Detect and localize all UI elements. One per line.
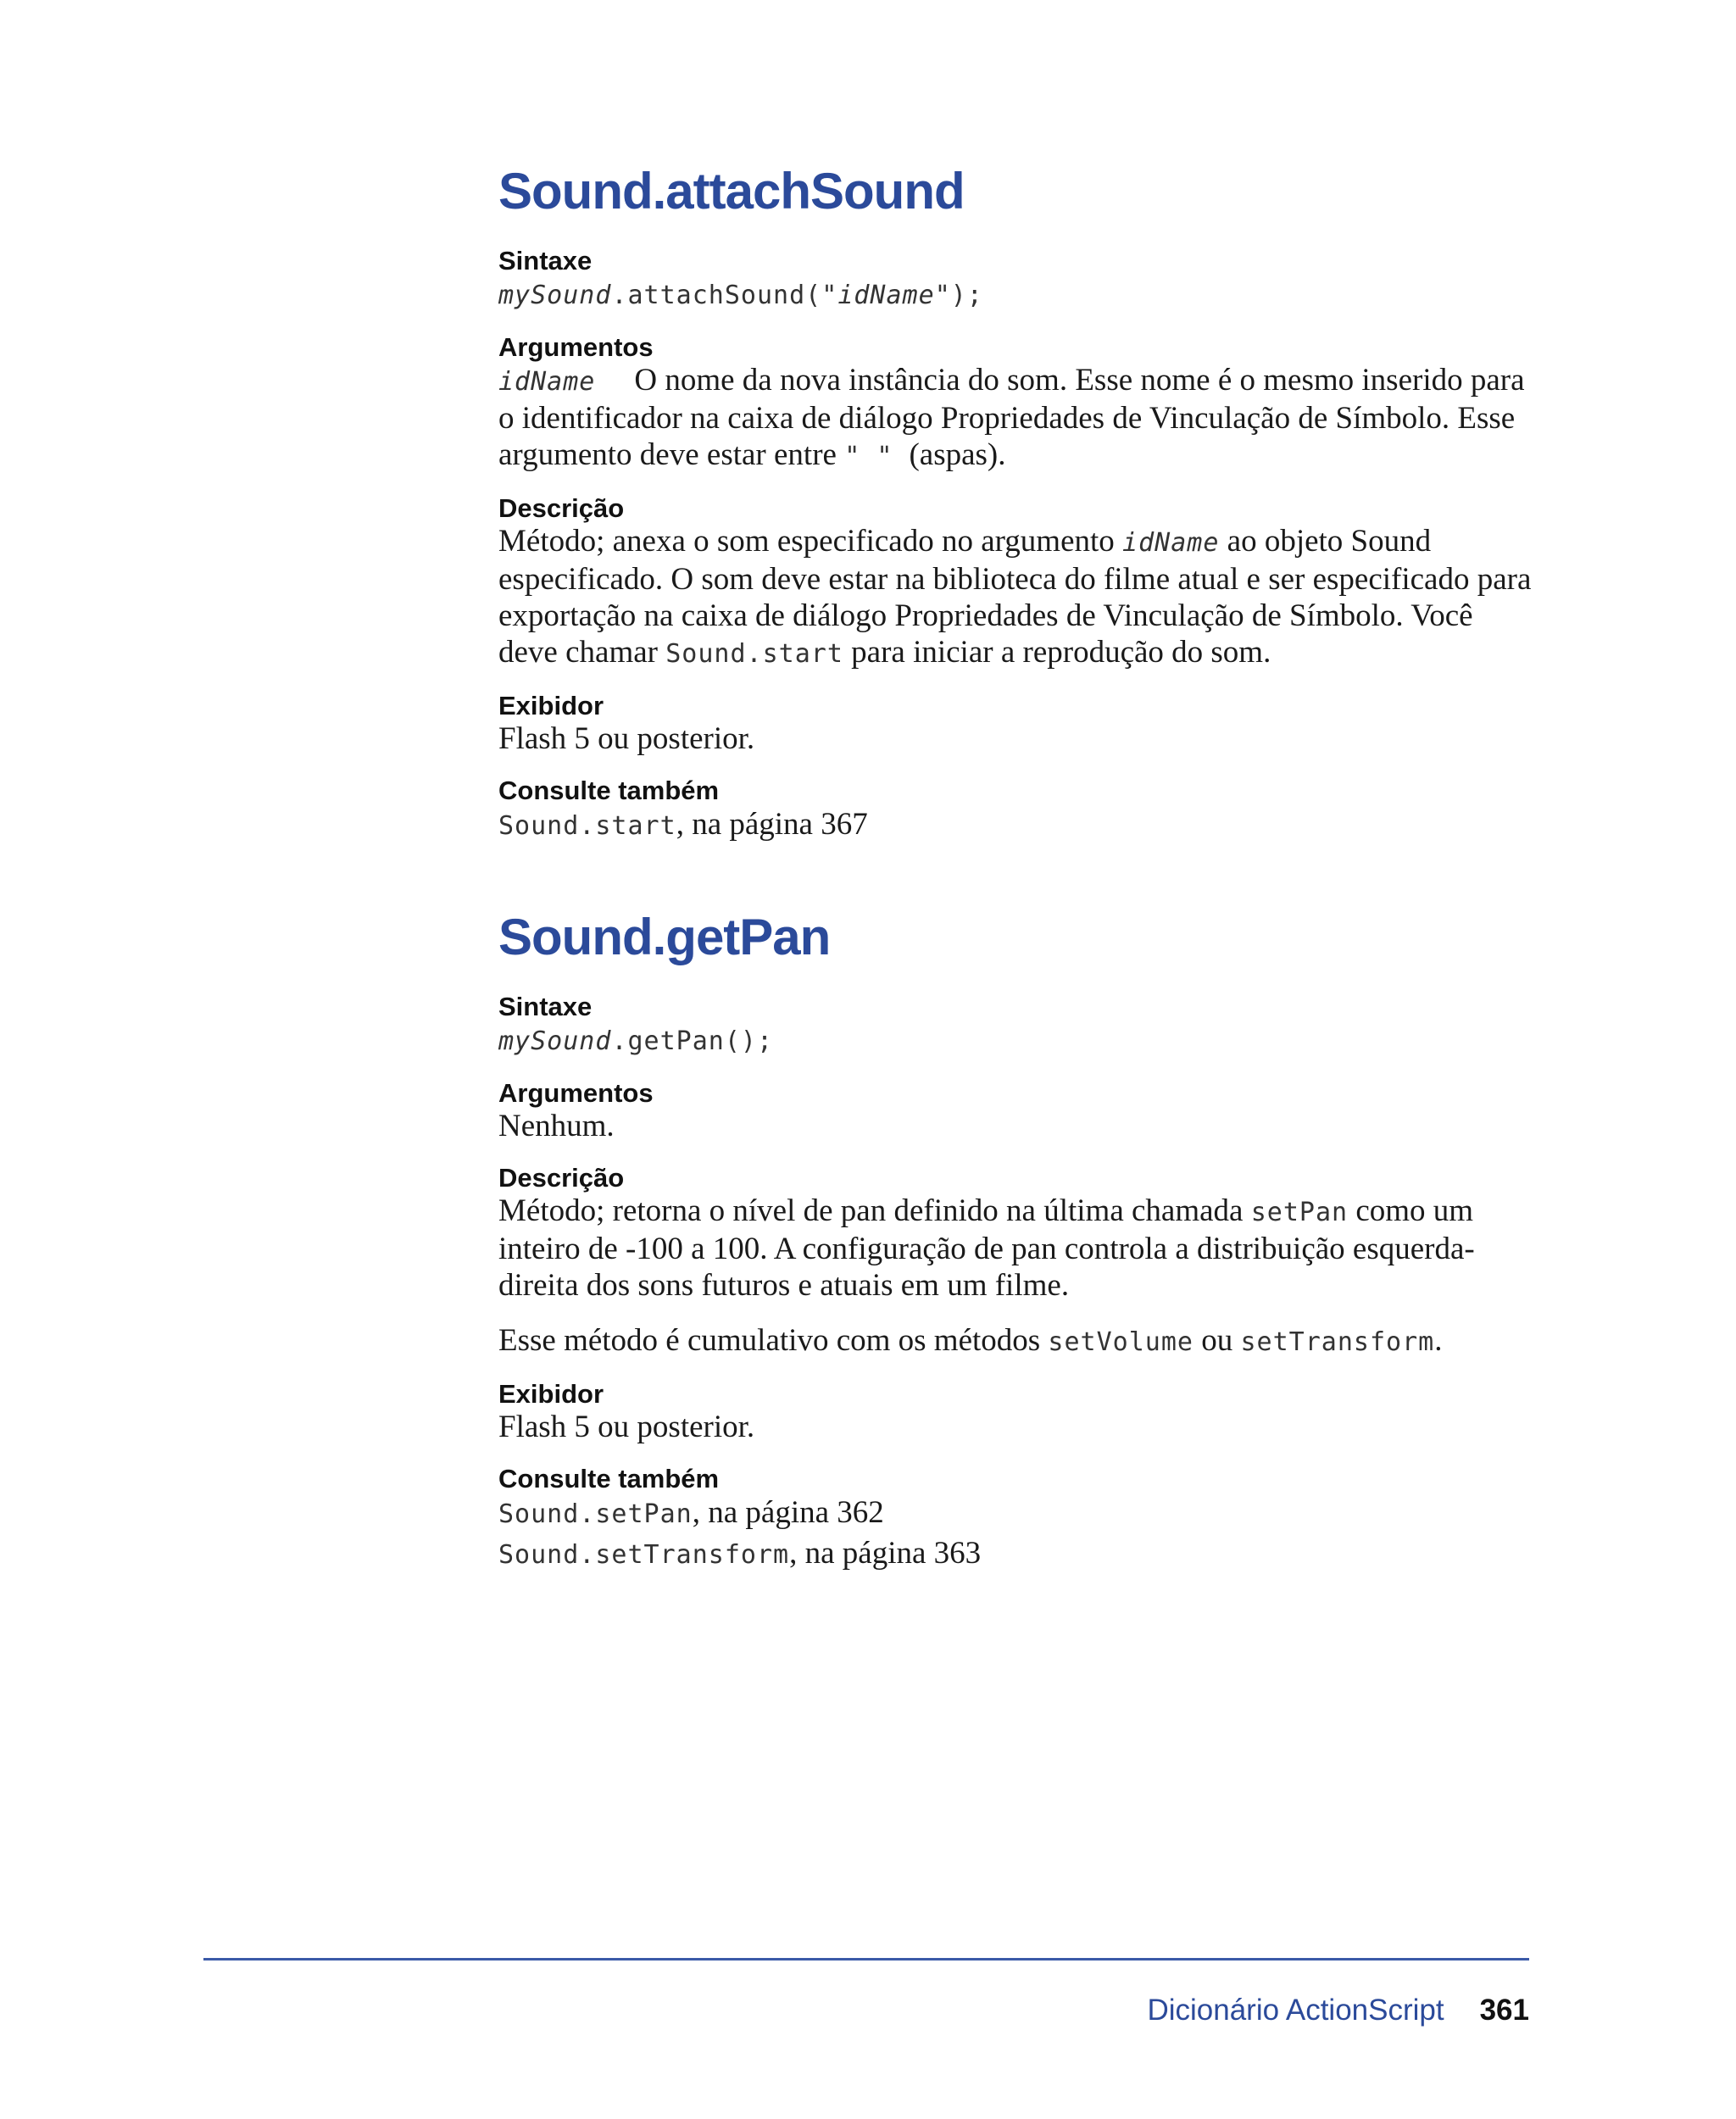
arguments-heading: Argumentos bbox=[498, 332, 654, 362]
argument-name: idName bbox=[498, 367, 596, 397]
syntax-line bbox=[498, 275, 1533, 314]
player-text: Flash 5 ou posterior. bbox=[498, 1410, 755, 1444]
player-heading: Exibidor bbox=[498, 691, 604, 720]
player-heading: Exibidor bbox=[498, 1379, 604, 1409]
footer-title: Dicionário ActionScript bbox=[1147, 1994, 1444, 2027]
description-text bbox=[498, 1193, 1533, 1304]
syntax-heading: Sintaxe bbox=[498, 246, 593, 275]
see-also-code: Sound.setPan bbox=[498, 1499, 693, 1529]
entry-get-pan bbox=[498, 909, 1533, 1575]
arguments-text bbox=[498, 362, 1533, 475]
description-text-2 bbox=[498, 1322, 1533, 1360]
description-text bbox=[498, 523, 1533, 672]
see-also-link[interactable] bbox=[498, 805, 1533, 846]
syntax-param: idName bbox=[837, 281, 935, 310]
description-heading: Descrição bbox=[498, 1163, 625, 1193]
footer bbox=[1147, 1994, 1529, 2027]
description-code: idName bbox=[1122, 528, 1220, 558]
syntax-line bbox=[498, 1021, 1533, 1060]
see-also-page: , na página 362 bbox=[692, 1495, 884, 1530]
see-also-heading: Consulte também bbox=[498, 1464, 720, 1493]
page-number: 361 bbox=[1479, 1994, 1529, 2027]
syntax-object: mySound bbox=[498, 1026, 612, 1056]
description-code: setTransform bbox=[1240, 1327, 1435, 1357]
description-part: ao objeto Sound especificado. O som deve estar na biblioteca do filme atual e ser especificado para exportação na caixa de diálogo Propriedades de Vinculação de Símbolo. Você deve chamar bbox=[498, 524, 1532, 670]
description-part: Esse método é cumulativo com os métodos bbox=[498, 1323, 1049, 1358]
see-also-link[interactable] bbox=[498, 1493, 1533, 1534]
syntax-heading: Sintaxe bbox=[498, 992, 593, 1021]
syntax-end: "); bbox=[934, 281, 983, 310]
entry-attach-sound bbox=[498, 163, 1533, 846]
description-part: ou bbox=[1193, 1323, 1241, 1358]
description-code: Sound.start bbox=[665, 639, 843, 669]
footer-rule bbox=[203, 1958, 1529, 1960]
description-code: setVolume bbox=[1048, 1327, 1194, 1357]
syntax-method: .getPan(); bbox=[611, 1026, 774, 1056]
description-code: setPan bbox=[1250, 1198, 1349, 1227]
syntax-method: .attachSound(" bbox=[611, 281, 838, 310]
description-heading: Descrição bbox=[498, 493, 625, 523]
description-part: Método; retorna o nível de pan definido na última chamada bbox=[498, 1193, 1251, 1228]
description-part: como um inteiro de -100 a 100. A configuração de pan controla a distribuição esquerda-direita dos sons futuros e atuais em um filme. bbox=[498, 1193, 1475, 1303]
description-part: Método; anexa o som especificado no argumento bbox=[498, 524, 1123, 559]
argument-quotes: " " bbox=[844, 442, 910, 471]
page-content bbox=[498, 153, 1533, 1575]
description-part: . bbox=[1434, 1323, 1443, 1358]
see-also-link[interactable] bbox=[498, 1534, 1533, 1575]
see-also-heading: Consulte também bbox=[498, 776, 720, 805]
argument-desc-end: (aspas). bbox=[909, 437, 1006, 472]
arguments-heading: Argumentos bbox=[498, 1078, 654, 1108]
see-also-code: Sound.start bbox=[498, 811, 676, 841]
entry-title: Sound.attachSound bbox=[498, 163, 965, 220]
entry-title: Sound.getPan bbox=[498, 909, 831, 965]
arguments-text: Nenhum. bbox=[498, 1109, 615, 1143]
see-also-code: Sound.setTransform bbox=[498, 1540, 790, 1570]
argument-desc: O nome da nova instância do som. Esse nome é o mesmo inserido para o identificador na caixa de diálogo Propriedades de Vinculação de Símbolo. Esse argumento deve estar entre bbox=[498, 363, 1525, 472]
see-also-page: , na página 363 bbox=[789, 1536, 982, 1571]
description-part: para iniciar a reprodução do som. bbox=[843, 635, 1271, 670]
player-text: Flash 5 ou posterior. bbox=[498, 721, 755, 756]
see-also-page: , na página 367 bbox=[676, 807, 868, 842]
syntax-object: mySound bbox=[498, 281, 612, 310]
